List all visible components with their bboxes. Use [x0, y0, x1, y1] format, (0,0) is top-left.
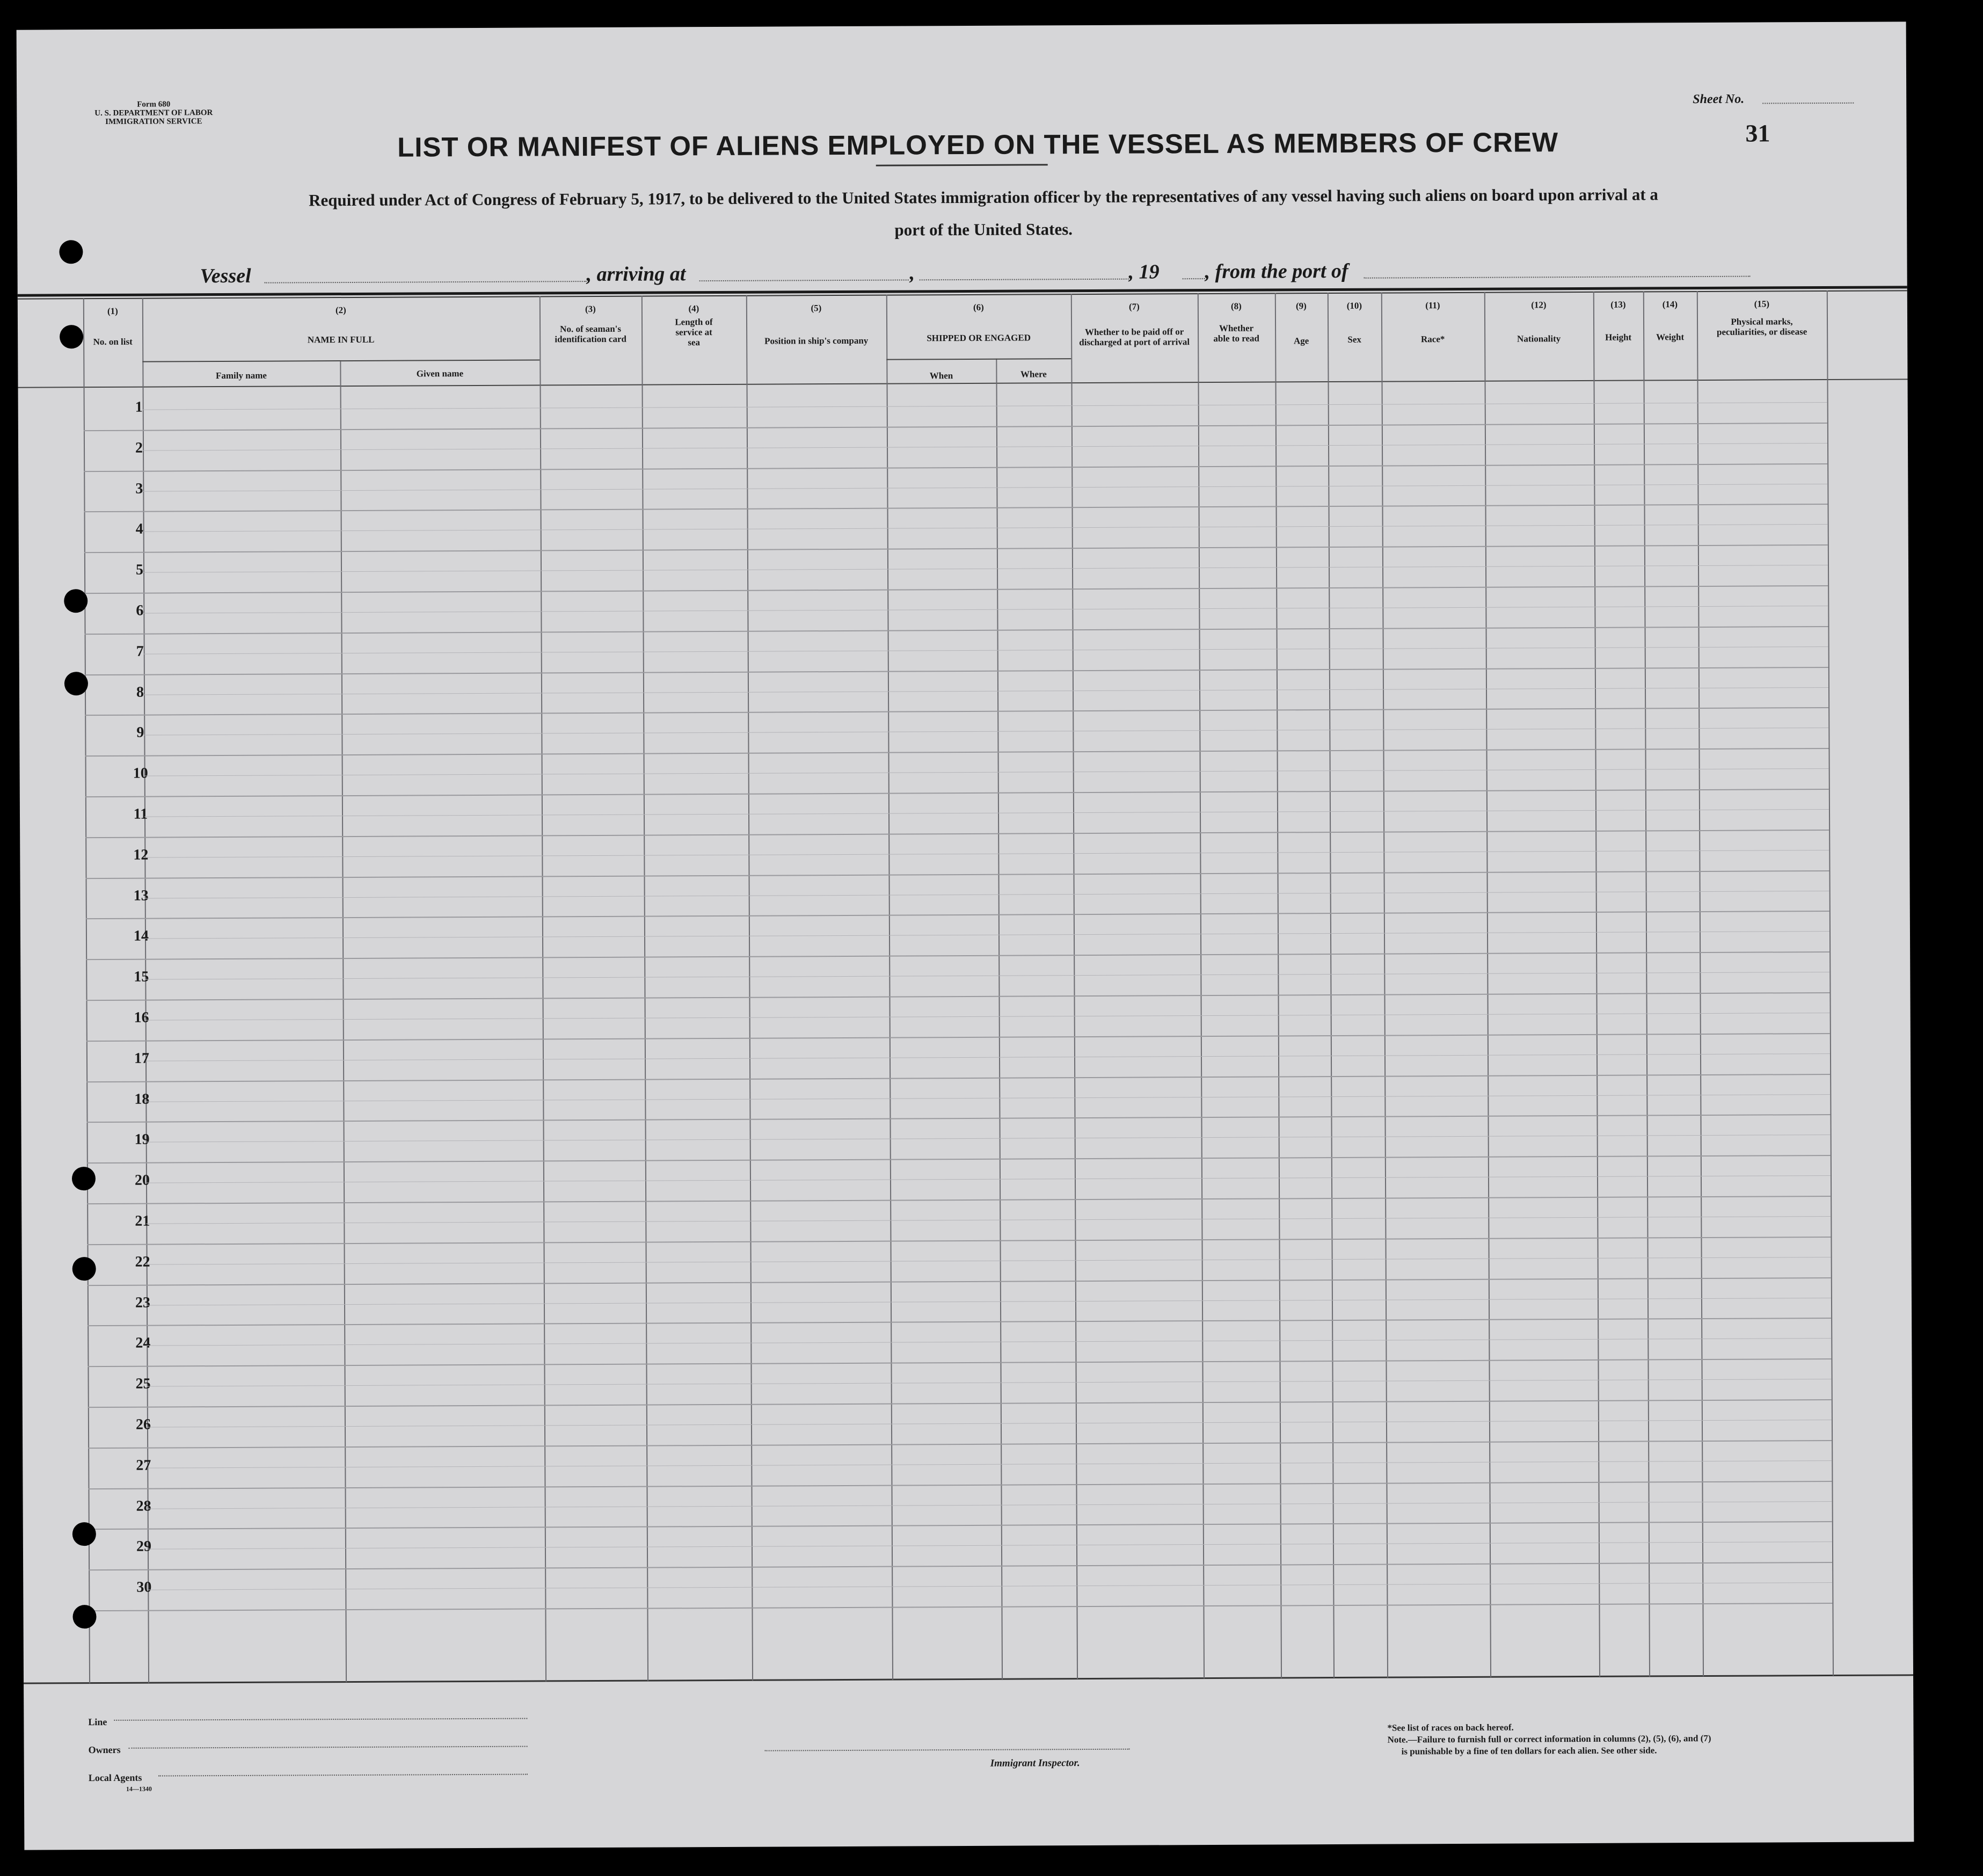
- row-line: [84, 504, 1828, 512]
- col4-label: Length of service at sea: [675, 317, 713, 348]
- row-half-line: [143, 606, 1828, 614]
- row-half-line: [148, 1541, 1832, 1550]
- col1-number: (1): [107, 306, 118, 316]
- inspector-signature-line[interactable]: [765, 1749, 1130, 1751]
- row-half-line: [145, 890, 1829, 898]
- row-number: 27: [136, 1457, 151, 1474]
- punch-hole: [72, 1167, 96, 1190]
- title-rule: [876, 164, 1048, 166]
- line-label: Line: [88, 1716, 107, 1728]
- from-port-label: , from the port of: [1205, 259, 1348, 283]
- row-half-line: [143, 524, 1828, 532]
- row-half-line: [148, 1501, 1832, 1509]
- row-line: [87, 1155, 1831, 1164]
- punch-hole: [64, 672, 88, 695]
- col3-number: (3): [585, 303, 596, 315]
- vessel-field[interactable]: [265, 281, 587, 283]
- row-half-line: [145, 1013, 1830, 1021]
- col3-label: No. of seaman's identification card: [555, 323, 626, 345]
- row-number: 4: [135, 520, 143, 538]
- row-number: 23: [135, 1294, 151, 1311]
- row-half-line: [144, 768, 1829, 776]
- penalty-note-2: is punishable by a fine of ten dollars for each alien. See other side.: [1401, 1745, 1657, 1757]
- row-half-line: [144, 728, 1828, 736]
- sheet-number: 31: [1745, 119, 1770, 147]
- row-line: [88, 1358, 1831, 1367]
- col2-given-label: Given name: [416, 368, 464, 379]
- col13-label: Height: [1605, 332, 1632, 343]
- row-line: [88, 1440, 1832, 1449]
- row-half-line: [147, 1338, 1831, 1346]
- col12-number: (12): [1531, 300, 1547, 310]
- row-number: 25: [135, 1375, 151, 1392]
- col6-label: SHIPPED OR ENGAGED: [927, 332, 1031, 344]
- punch-hole: [72, 1522, 96, 1546]
- col14-label: Weight: [1656, 332, 1685, 343]
- row-line: [86, 1074, 1830, 1082]
- vessel-label: Vessel: [200, 264, 251, 288]
- row-line: [86, 992, 1830, 1001]
- line-field[interactable]: [114, 1718, 527, 1721]
- col10-label: Sex: [1347, 334, 1361, 345]
- row-line: [86, 951, 1829, 960]
- penalty-note-1: Note.—Failure to furnish full or correct information in columns (2), (5), (6), and (7): [1387, 1733, 1711, 1745]
- year-field[interactable]: [1183, 278, 1205, 279]
- row-line: [87, 1196, 1831, 1204]
- col9-number: (9): [1295, 301, 1307, 311]
- row-half-line: [144, 687, 1828, 695]
- row-line: [84, 423, 1827, 431]
- row-half-line: [147, 1379, 1832, 1387]
- row-line: [84, 544, 1828, 553]
- data-rows: [18, 381, 1913, 1682]
- row-half-line: [145, 1094, 1830, 1102]
- from-port-field[interactable]: [1364, 276, 1751, 279]
- row-half-line: [143, 565, 1828, 573]
- inspector-label: Immigrant Inspector.: [990, 1757, 1080, 1769]
- arriving-label: , arriving at: [586, 263, 686, 286]
- row-number: 3: [135, 480, 143, 497]
- col6-when-label: When: [929, 370, 953, 381]
- row-half-line: [147, 1460, 1832, 1468]
- row-line: [86, 1114, 1830, 1123]
- manifest-sheet: [17, 21, 1914, 1850]
- row-number: 28: [136, 1497, 151, 1515]
- page-title: LIST OR MANIFEST OF ALIENS EMPLOYED ON THE VESSEL AS MEMBERS OF CREW: [397, 127, 1559, 163]
- row-number: 9: [136, 724, 144, 741]
- form-service: IMMIGRATION SERVICE: [105, 117, 202, 126]
- row-number: 20: [134, 1172, 150, 1189]
- row-half-line: [143, 483, 1827, 491]
- row-number: 8: [136, 683, 144, 701]
- col5-number: (5): [811, 303, 822, 314]
- row-half-line: [146, 1175, 1831, 1183]
- row-number: 14: [133, 927, 149, 945]
- row-half-line: [144, 809, 1829, 817]
- col6-where-label: Where: [1020, 369, 1047, 380]
- races-note: *See list of races on back hereof.: [1387, 1722, 1514, 1733]
- row-number: 13: [133, 887, 149, 904]
- year-label: , 19: [1128, 260, 1160, 283]
- row-number: 10: [133, 765, 148, 782]
- row-number: 16: [134, 1009, 149, 1026]
- row-half-line: [145, 972, 1829, 980]
- col2-family-label: Family name: [215, 370, 267, 381]
- row-line: [85, 626, 1828, 635]
- col11-number: (11): [1425, 300, 1440, 311]
- row-half-line: [147, 1420, 1832, 1428]
- row-number: 12: [133, 846, 149, 863]
- row-line: [87, 1237, 1831, 1245]
- arriving-field[interactable]: [699, 279, 909, 281]
- arriving-comma: ,: [909, 261, 915, 285]
- row-number: 24: [135, 1334, 151, 1352]
- row-half-line: [147, 1297, 1831, 1305]
- row-line: [88, 1481, 1832, 1489]
- col15-label: Physical marks, peculiarities, or disease: [1716, 316, 1807, 337]
- row-line: [89, 1521, 1832, 1530]
- col10-number: (10): [1346, 300, 1362, 311]
- col11-label: Race*: [1420, 334, 1445, 345]
- punch-hole: [64, 589, 88, 613]
- punch-hole: [60, 325, 83, 348]
- row-line: [89, 1603, 1832, 1611]
- row-line: [85, 789, 1829, 797]
- col6-number: (6): [973, 302, 984, 312]
- col8-label: Whether able to read: [1213, 323, 1260, 344]
- row-number: 21: [135, 1212, 150, 1230]
- row-number: 11: [133, 805, 148, 823]
- row-number: 7: [136, 643, 144, 660]
- row-half-line: [146, 1135, 1831, 1143]
- row-line: [86, 870, 1829, 879]
- form-number: Form 680: [137, 100, 171, 109]
- punch-hole: [72, 1257, 96, 1281]
- row-line: [88, 1399, 1832, 1408]
- row-half-line: [145, 931, 1829, 939]
- punch-hole: [59, 240, 83, 264]
- col13-number: (13): [1610, 299, 1626, 310]
- row-line: [89, 1562, 1832, 1570]
- row-half-line: [148, 1582, 1832, 1590]
- sheet-no-line: [1762, 103, 1854, 104]
- row-number: 1: [135, 398, 143, 416]
- local-agents-field[interactable]: [158, 1774, 528, 1777]
- col2-label: NAME IN FULL: [307, 334, 375, 345]
- row-line: [85, 748, 1829, 757]
- row-half-line: [143, 443, 1827, 451]
- row-half-line: [144, 850, 1829, 858]
- row-half-line: [146, 1216, 1831, 1224]
- row-number: 19: [134, 1131, 150, 1148]
- row-number: 29: [136, 1538, 152, 1555]
- col7-number: (7): [1128, 301, 1140, 312]
- row-line: [85, 830, 1829, 838]
- row-line: [84, 463, 1827, 472]
- punch-hole: [72, 1605, 96, 1628]
- row-line: [86, 911, 1829, 919]
- row-line: [88, 1277, 1831, 1286]
- col5-label: Position in ship's company: [764, 335, 869, 346]
- row-half-line: [147, 1257, 1831, 1265]
- col14-number: (14): [1662, 299, 1678, 310]
- row-number: 30: [136, 1579, 152, 1596]
- col2-number: (2): [335, 305, 346, 316]
- col12-label: Nationality: [1517, 333, 1561, 344]
- date-field[interactable]: [920, 279, 1129, 281]
- col7-label: Whether to be paid off or discharged at port of arrival: [1079, 326, 1190, 348]
- sheet-no-label: Sheet No.: [1693, 92, 1745, 107]
- shipped-subheader-rule: [886, 358, 1071, 360]
- row-number: 26: [135, 1416, 151, 1433]
- subtitle-line-1: Required under Act of Congress of February 5, 1917, to be delivered to the United States immigration officer by the representatives of any vessel having such aliens on board upon arrival at a: [309, 185, 1658, 210]
- row-half-line: [143, 402, 1827, 410]
- row-number: 6: [136, 602, 144, 619]
- col1-label: No. on list: [93, 336, 133, 347]
- row-line: [85, 667, 1828, 675]
- col8-number: (8): [1230, 301, 1242, 311]
- row-number: 17: [134, 1050, 150, 1067]
- form-department: U. S. DEPARTMENT OF LABOR: [94, 108, 213, 118]
- subtitle-line-2: port of the United States.: [894, 220, 1073, 239]
- row-line: [88, 1318, 1831, 1326]
- form-info: [81, 100, 226, 126]
- print-code: 14—1340: [126, 1785, 152, 1793]
- row-number: 5: [135, 561, 144, 578]
- owners-field[interactable]: [129, 1746, 528, 1749]
- row-number: 2: [135, 439, 143, 456]
- owners-label: Owners: [88, 1744, 121, 1756]
- row-number: 18: [134, 1090, 150, 1108]
- row-number: 22: [135, 1253, 150, 1270]
- row-number: 15: [134, 968, 149, 985]
- row-half-line: [145, 1053, 1830, 1061]
- row-line: [85, 707, 1828, 716]
- col9-label: Age: [1293, 336, 1309, 346]
- local-agents-label: Local Agents: [88, 1772, 142, 1784]
- row-half-line: [144, 646, 1828, 655]
- row-line: [86, 1033, 1830, 1042]
- row-line: [84, 585, 1828, 594]
- col4-number: (4): [688, 303, 699, 314]
- col15-number: (15): [1754, 299, 1770, 309]
